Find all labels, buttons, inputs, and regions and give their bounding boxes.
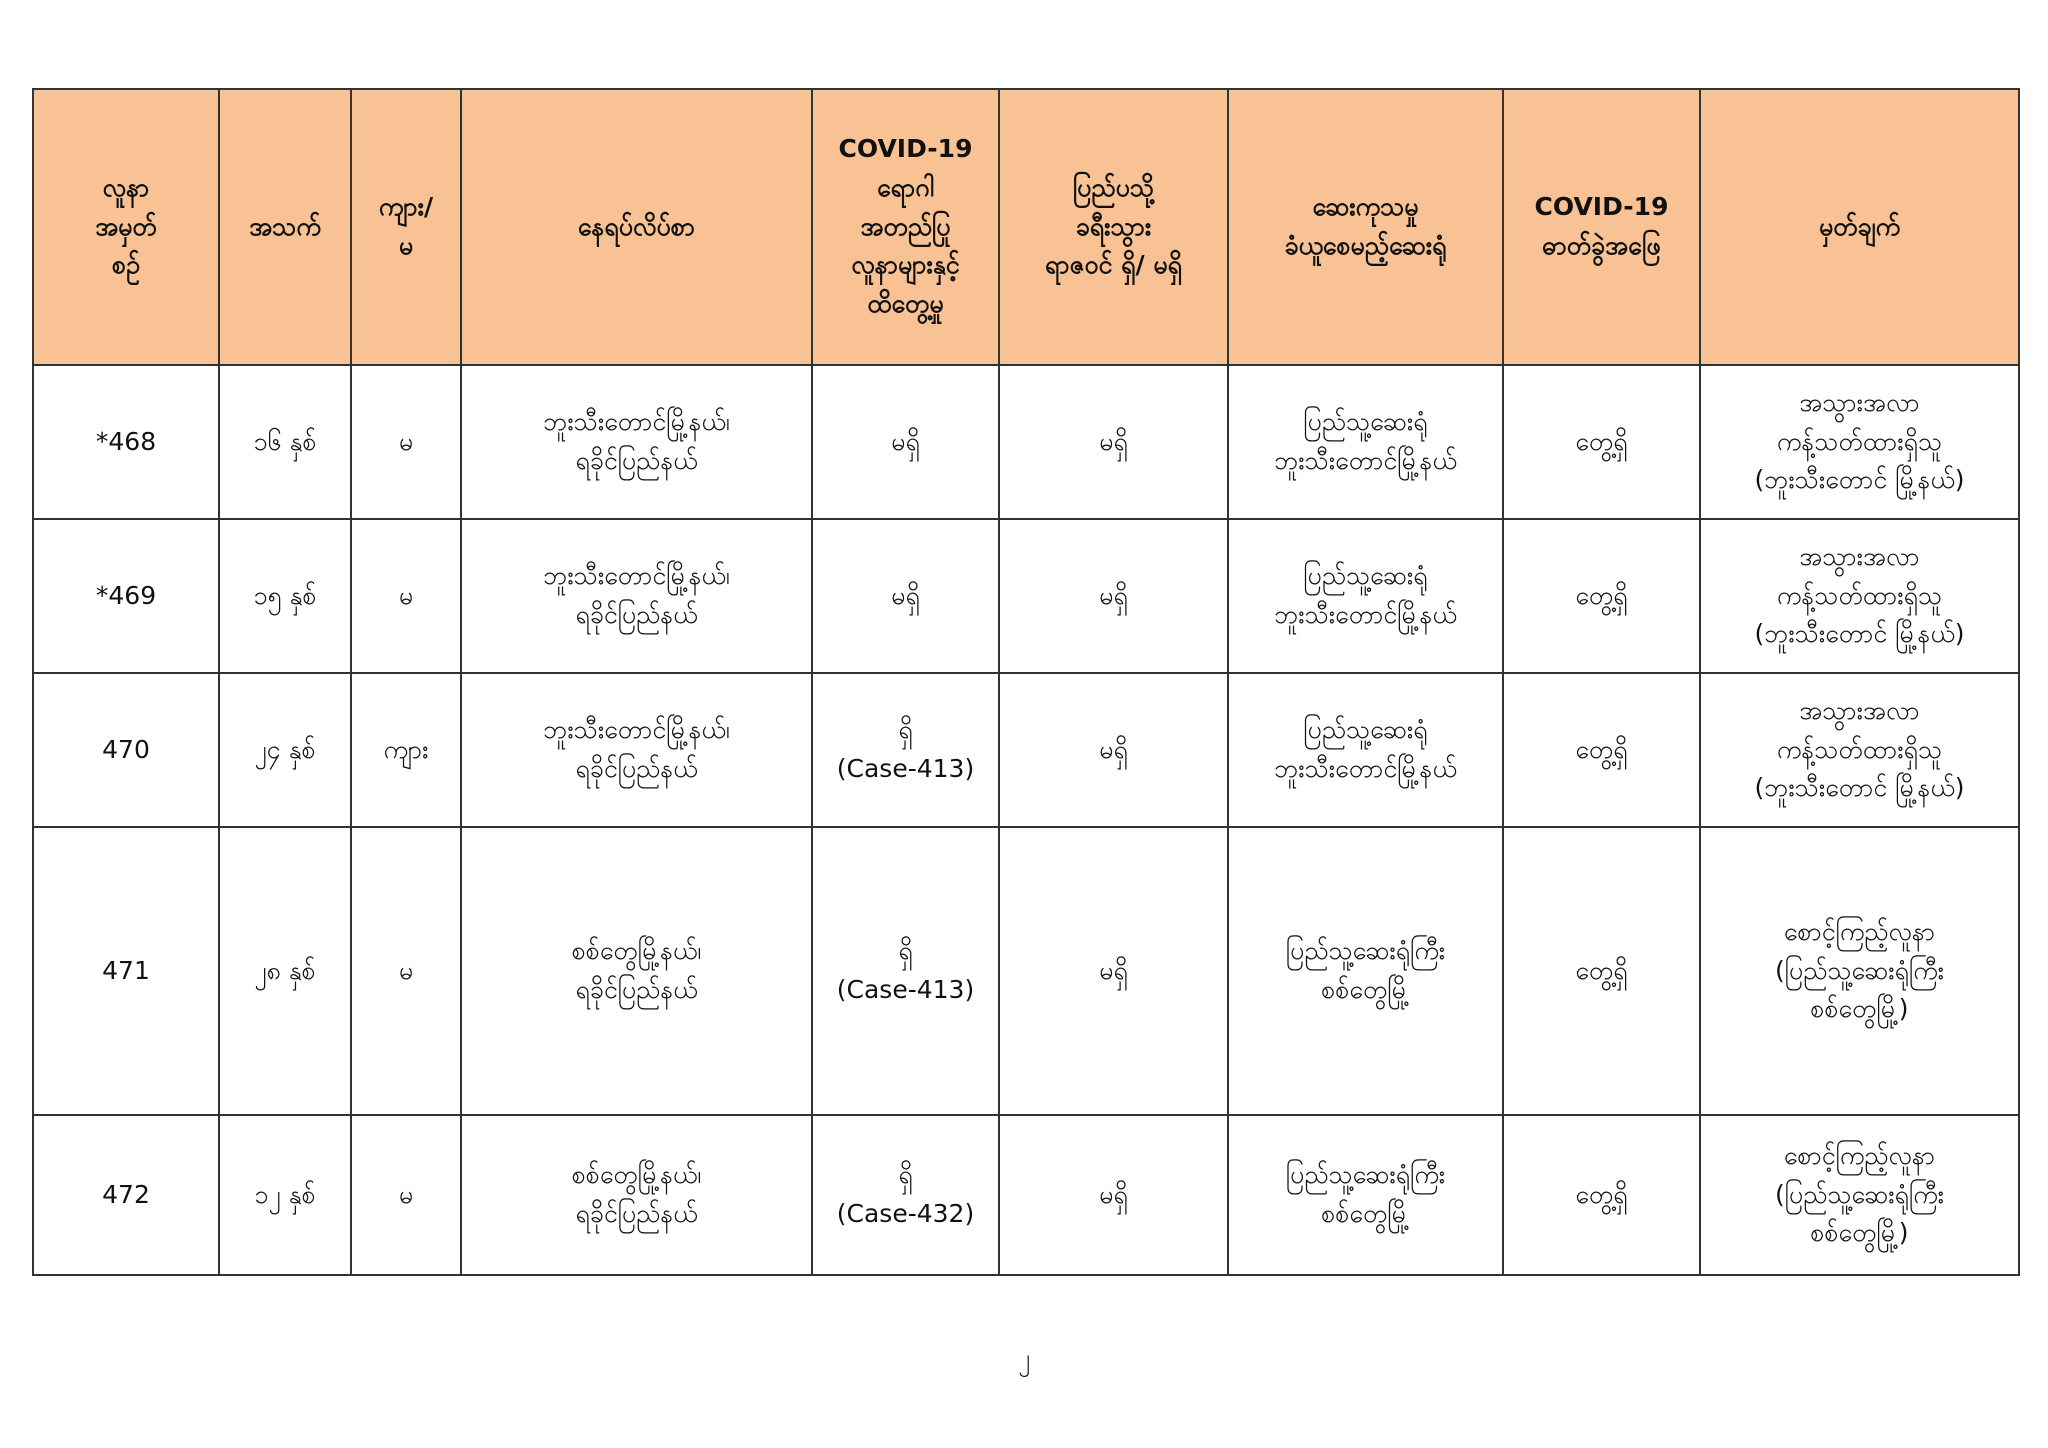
header-hospital bbox=[1228, 89, 1503, 365]
cell-line: (Case-413) bbox=[836, 975, 975, 1004]
cell-hospital bbox=[1228, 365, 1503, 519]
page-number: ၂ bbox=[1018, 1344, 1030, 1372]
cell-line: အသွားအလာ bbox=[1799, 387, 1920, 417]
cell-address bbox=[461, 827, 812, 1115]
cell-line: ပြည်သူ့ဆေးရုံကြီး bbox=[1285, 936, 1446, 966]
cell-line: ၁၆ နှစ် bbox=[253, 426, 317, 456]
cell-sex bbox=[351, 365, 461, 519]
cell-line: မရှိ bbox=[891, 580, 920, 610]
cell-line: ပြည်သူ့ဆေးရုံ bbox=[1303, 407, 1428, 437]
cell-patient-number bbox=[33, 519, 219, 673]
cell-line: ရောဂါ bbox=[877, 172, 934, 202]
cell-line: ရှိ bbox=[898, 1160, 913, 1190]
cell-line: နေရပ်လိပ်စာ bbox=[577, 211, 696, 241]
cell-line: ဘူးသီးတောင်မြို့နယ်၊ bbox=[543, 407, 730, 437]
cell-lab-result bbox=[1503, 519, 1700, 673]
cell-address bbox=[461, 519, 812, 673]
cell-line: မရှိ bbox=[1099, 580, 1128, 610]
cell-remarks bbox=[1700, 1115, 2019, 1275]
cell-patient-number bbox=[33, 365, 219, 519]
header-age bbox=[219, 89, 351, 365]
cell-line: တွေ့ရှိ bbox=[1575, 580, 1628, 610]
cell-contact bbox=[812, 827, 999, 1115]
cell-line: မ bbox=[398, 580, 414, 610]
cell-line: ကျား bbox=[383, 734, 429, 764]
cell-contact bbox=[812, 673, 999, 827]
cell-hospital bbox=[1228, 519, 1503, 673]
cell-address bbox=[461, 365, 812, 519]
cell-line: စဉ် bbox=[112, 250, 140, 280]
cell-line: လူနာ bbox=[102, 172, 150, 202]
table-row bbox=[33, 673, 2019, 827]
cell-sex bbox=[351, 1115, 461, 1275]
cell-line: ကျား/ bbox=[378, 192, 434, 222]
cell-remarks bbox=[1700, 827, 2019, 1115]
cell-line: တွေ့ရှိ bbox=[1575, 955, 1628, 985]
header-sex bbox=[351, 89, 461, 365]
cell-line: ပြည်သူ့ဆေးရုံကြီး bbox=[1285, 1160, 1446, 1190]
cell-lab-result bbox=[1503, 365, 1700, 519]
cell-contact bbox=[812, 365, 999, 519]
cell-line: (ပြည်သူ့ဆေးရုံကြီး bbox=[1774, 1179, 1945, 1209]
cell-line: 471 bbox=[102, 955, 150, 985]
cell-line: ၁၂ နှစ် bbox=[254, 1179, 316, 1209]
table-row bbox=[33, 365, 2019, 519]
cell-line: စောင့်ကြည့်လူနာ bbox=[1783, 916, 1936, 946]
cell-line: ကန့်သတ်ထားရှိသူ bbox=[1776, 734, 1943, 764]
cell-line: မရှိ bbox=[1099, 955, 1128, 985]
cell-line: တွေ့ရှိ bbox=[1575, 1179, 1628, 1209]
cell-contact bbox=[812, 1115, 999, 1275]
header-patient-number bbox=[33, 89, 219, 365]
cell-line: ထိတွေ့မှု bbox=[867, 289, 944, 319]
cell-line: မ bbox=[398, 231, 414, 260]
cell-line: (Case-413) bbox=[836, 754, 975, 783]
cell-line: ရခိုင်ပြည်နယ် bbox=[575, 446, 698, 475]
cell-line: ရခိုင်ပြည်နယ် bbox=[575, 754, 698, 783]
cell-line: လူနာများနှင့် bbox=[851, 250, 960, 280]
cell-line: ဘူးသီးတောင်မြို့နယ် bbox=[1274, 446, 1457, 475]
cell-line: မ bbox=[398, 426, 414, 456]
cell-line: အသွားအလာ bbox=[1799, 695, 1920, 725]
cell-line: စစ်တွေမြို့) bbox=[1810, 994, 1909, 1024]
cell-line: အတည်ပြု bbox=[860, 211, 951, 241]
cell-address bbox=[461, 1115, 812, 1275]
cell-line: စစ်တွေမြို့ bbox=[1321, 975, 1410, 1004]
cell-line: တွေ့ရှိ bbox=[1575, 734, 1628, 764]
table-row bbox=[33, 519, 2019, 673]
cell-line: မ bbox=[398, 955, 414, 985]
cell-hospital bbox=[1228, 673, 1503, 827]
cell-hospital bbox=[1228, 827, 1503, 1115]
cell-patient-number bbox=[33, 827, 219, 1115]
cell-line: ရခိုင်ပြည်နယ် bbox=[575, 975, 698, 1004]
cell-line: စစ်တွေမြို့ bbox=[1321, 1199, 1410, 1228]
cell-travel-history bbox=[999, 673, 1228, 827]
cell-line: ရာဇဝင် ရှိ/ မရှိ bbox=[1045, 250, 1182, 280]
table-header-row bbox=[33, 89, 2019, 365]
cell-line: ပြည်ပသို့ bbox=[1072, 172, 1155, 202]
cell-line: ဘူးသီးတောင်မြို့နယ်၊ bbox=[543, 561, 730, 591]
cell-travel-history bbox=[999, 519, 1228, 673]
cell-line: ဘူးသီးတောင်မြို့နယ် bbox=[1274, 754, 1457, 783]
cell-travel-history bbox=[999, 827, 1228, 1115]
cell-line: မရှိ bbox=[1099, 426, 1128, 456]
header-remarks bbox=[1700, 89, 2019, 365]
cell-age bbox=[219, 1115, 351, 1275]
cell-line: ပြည်သူ့ဆေးရုံ bbox=[1303, 715, 1428, 745]
cell-line: ကန့်သတ်ထားရှိသူ bbox=[1776, 426, 1943, 456]
cell-contact bbox=[812, 519, 999, 673]
cell-line: *468 bbox=[95, 426, 157, 456]
cell-line: မ bbox=[398, 1179, 414, 1209]
cell-travel-history bbox=[999, 1115, 1228, 1275]
cell-line: *469 bbox=[95, 580, 157, 610]
table-row bbox=[33, 827, 2019, 1115]
cell-line: ဆေးကုသမှု bbox=[1312, 192, 1419, 222]
cell-sex bbox=[351, 673, 461, 827]
cell-line: မရှိ bbox=[1099, 1179, 1128, 1209]
cell-patient-number bbox=[33, 1115, 219, 1275]
cell-line: 472 bbox=[102, 1179, 150, 1209]
cell-line: စစ်တွေမြို့) bbox=[1810, 1218, 1909, 1248]
cell-line: မရှိ bbox=[891, 426, 920, 456]
cell-remarks bbox=[1700, 365, 2019, 519]
cell-line: အမှတ် bbox=[95, 211, 157, 241]
cell-line: ပြည်သူ့ဆေးရုံ bbox=[1303, 561, 1428, 591]
header-travel-history bbox=[999, 89, 1228, 365]
cell-line: COVID-19 bbox=[1534, 192, 1669, 222]
cell-remarks bbox=[1700, 673, 2019, 827]
cell-patient-number bbox=[33, 673, 219, 827]
cell-line: မရှိ bbox=[1099, 734, 1128, 764]
cell-line: ၁၅ နှစ် bbox=[253, 580, 317, 610]
table-row bbox=[33, 1115, 2019, 1275]
cell-lab-result bbox=[1503, 673, 1700, 827]
cell-line: ဘူးသီးတောင်မြို့နယ်၊ bbox=[543, 715, 730, 745]
cell-line: ရခိုင်ပြည်နယ် bbox=[575, 600, 698, 629]
cell-sex bbox=[351, 827, 461, 1115]
header-contact bbox=[812, 89, 999, 365]
cell-age bbox=[219, 519, 351, 673]
cell-line: မှတ်ချက် bbox=[1818, 211, 1901, 241]
cell-line: ရှိ bbox=[898, 936, 913, 966]
cell-sex bbox=[351, 519, 461, 673]
covid-case-table bbox=[32, 88, 2020, 1276]
cell-age bbox=[219, 673, 351, 827]
cell-age bbox=[219, 365, 351, 519]
cell-line: အသက် bbox=[249, 211, 321, 241]
cell-line: ရှိ bbox=[898, 715, 913, 745]
cell-lab-result bbox=[1503, 827, 1700, 1115]
cell-line: အသွားအလာ bbox=[1799, 541, 1920, 571]
cell-line: ၂၈ နှစ် bbox=[254, 955, 316, 985]
cell-line: ဓာတ်ခွဲအဖြေ bbox=[1542, 231, 1661, 260]
header-lab-result bbox=[1503, 89, 1700, 365]
cell-line: COVID-19 bbox=[838, 134, 973, 164]
cell-line: ခရီးသွား bbox=[1075, 211, 1152, 241]
cell-line: တွေ့ရှိ bbox=[1575, 426, 1628, 456]
cell-remarks bbox=[1700, 519, 2019, 673]
header-address bbox=[461, 89, 812, 365]
cell-line: 470 bbox=[102, 734, 150, 764]
cell-age bbox=[219, 827, 351, 1115]
cell-line: ကန့်သတ်ထားရှိသူ bbox=[1776, 580, 1943, 610]
cell-line: ခံယူစေမည့်ဆေးရုံ bbox=[1284, 231, 1447, 260]
cell-line: (ပြည်သူ့ဆေးရုံကြီး bbox=[1774, 955, 1945, 985]
cell-lab-result bbox=[1503, 1115, 1700, 1275]
cell-line: (ဘူးသီးတောင် မြို့နယ်) bbox=[1754, 773, 1965, 803]
cell-hospital bbox=[1228, 1115, 1503, 1275]
cell-line: စစ်တွေမြို့နယ်၊ bbox=[571, 936, 702, 966]
cell-line: (ဘူးသီးတောင် မြို့နယ်) bbox=[1754, 465, 1965, 495]
cell-line: စောင့်ကြည့်လူနာ bbox=[1783, 1140, 1936, 1170]
cell-line: (ဘူးသီးတောင် မြို့နယ်) bbox=[1754, 619, 1965, 649]
cell-line: ဘူးသီးတောင်မြို့နယ် bbox=[1274, 600, 1457, 629]
cell-travel-history bbox=[999, 365, 1228, 519]
cell-line: စစ်တွေမြို့နယ်၊ bbox=[571, 1160, 702, 1190]
cell-line: ရခိုင်ပြည်နယ် bbox=[575, 1199, 698, 1228]
cell-line: (Case-432) bbox=[836, 1199, 975, 1228]
cell-line: ၂၄ နှစ် bbox=[254, 734, 316, 764]
cell-address bbox=[461, 673, 812, 827]
